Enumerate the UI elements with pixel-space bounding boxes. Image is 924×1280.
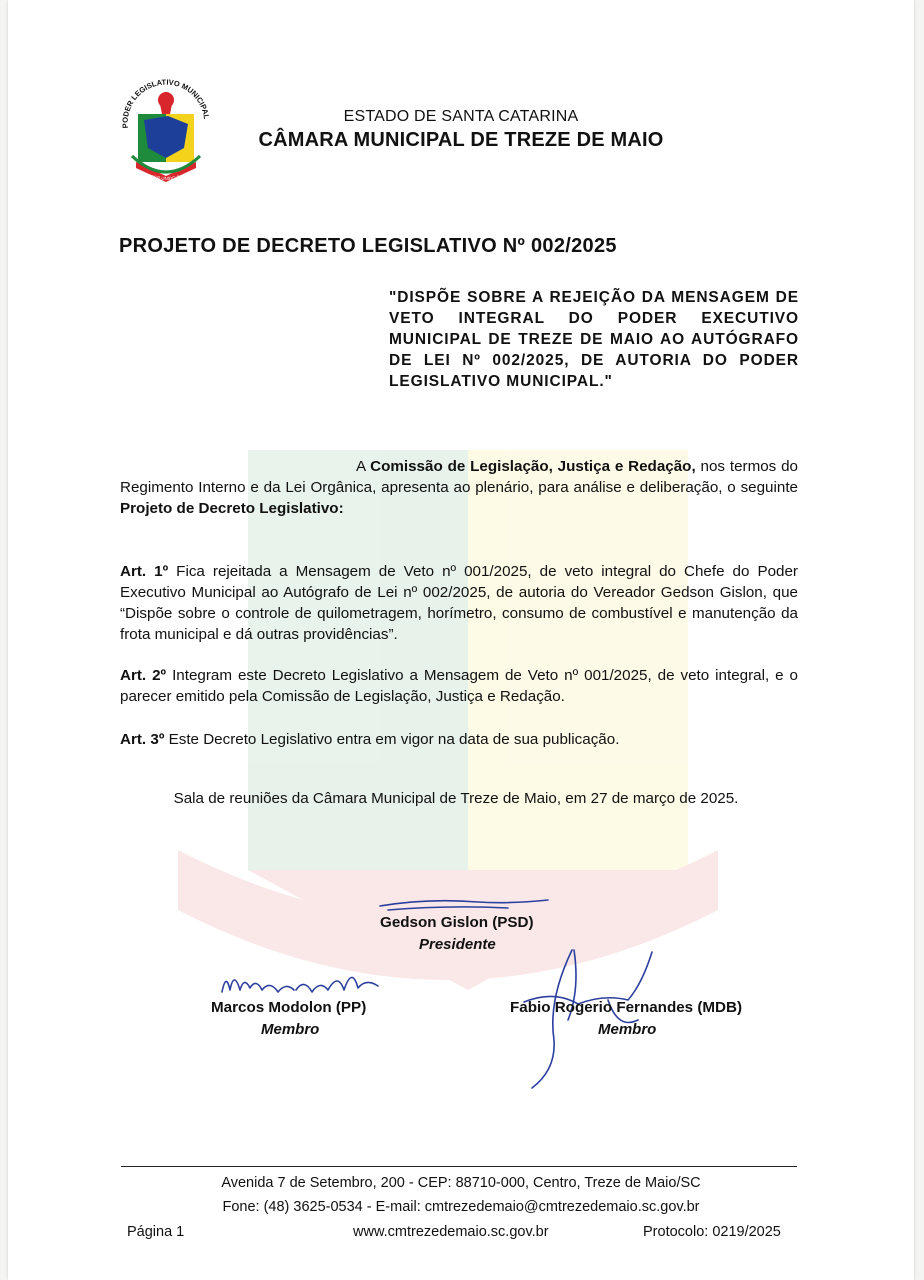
article-text: Fica rejeitada a Mensagem de Veto nº 001/2025, de veto integral do Chefe do Poder Executivo Municipal ao Autógrafo de Lei nº 002/2025, de autoria do Vereador Gedson Gislon, que “Dispõe sobre o controle de quilometragem, horímetro, consumo de combustível e manutenção da frota municipal e dá outras providências”. bbox=[120, 563, 798, 643]
ementa: "DISPÕE SOBRE A REJEIÇÃO DA MENSAGEM DE VETO INTEGRAL DO PODER EXECUTIVO MUNICIPAL DE TREZE DE MAIO AO AUTÓGRAFO DE LEI Nº 002/2025, DE AUTORIA DO PODER LEGISLATIVO MUNICIPAL." bbox=[389, 289, 799, 390]
footer-address: Avenida 7 de Setembro, 200 - CEP: 88710-000, Centro, Treze de Maio/SC bbox=[221, 1175, 701, 1191]
intro-paragraph bbox=[120, 456, 798, 519]
state-heading: ESTADO DE SANTA CATARINA bbox=[343, 108, 579, 125]
logo-ribbon-text: O PODER UNIDO É MAIS bbox=[139, 170, 193, 182]
intro-prefix: A bbox=[356, 458, 371, 475]
article-1 bbox=[120, 561, 798, 645]
member1-name: Marcos Modolon (PP) bbox=[211, 999, 367, 1016]
article-label: Art. 3º bbox=[120, 731, 165, 748]
footer-website: www.cmtrezedemaio.sc.gov.br bbox=[353, 1224, 549, 1240]
article-label: Art. 1º bbox=[120, 563, 169, 580]
page-number: Página 1 bbox=[127, 1224, 185, 1240]
president-name: Gedson Gislon (PSD) bbox=[380, 914, 534, 931]
member2-name: Fabio Rogerio Fernandes (MDB) bbox=[510, 999, 743, 1016]
article-2 bbox=[120, 665, 798, 707]
protocol-number: Protocolo: 0219/2025 bbox=[643, 1224, 781, 1240]
member2-role: Membro bbox=[598, 1021, 657, 1038]
article-label: Art. 2º bbox=[120, 667, 167, 684]
footer-contact: Fone: (48) 3625-0534 - E-mail: cmtrezedemaio@cmtrezedemaio.sc.gov.br bbox=[222, 1199, 700, 1215]
president-role: Presidente bbox=[419, 936, 496, 953]
project-name: Projeto de Decreto Legislativo: bbox=[120, 500, 344, 517]
chamber-heading: CÂMARA MUNICIPAL DE TREZE DE MAIO bbox=[258, 129, 664, 151]
article-text: Este Decreto Legislativo entra em vigor na data de sua publicação. bbox=[164, 731, 620, 748]
article-3 bbox=[120, 729, 798, 750]
logo-top-text: PODER LEGISLATIVO MUNICIPAL bbox=[120, 78, 212, 129]
committee-name: Comissão de Legislação, Justiça e Redação, bbox=[370, 458, 696, 475]
footer-divider bbox=[121, 1166, 797, 1167]
document-title: PROJETO DE DECRETO LEGISLATIVO Nº 002/2025 bbox=[119, 235, 617, 257]
member1-role: Membro bbox=[261, 1021, 320, 1038]
document-page bbox=[8, 0, 914, 1280]
intro-middle: nos termos do Regimento Interno e da Lei Orgânica, apresenta ao plenário, para análise e deliberação, o seguinte bbox=[120, 458, 798, 496]
closing-statement: Sala de reuniões da Câmara Municipal de Treze de Maio, em 27 de março de 2025. bbox=[173, 790, 739, 807]
article-text: Integram este Decreto Legislativo a Mensagem de Veto nº 001/2025, de veto integral, e o parecer emitido pela Comissão de Legislação, Justiça e Redação. bbox=[120, 667, 798, 705]
